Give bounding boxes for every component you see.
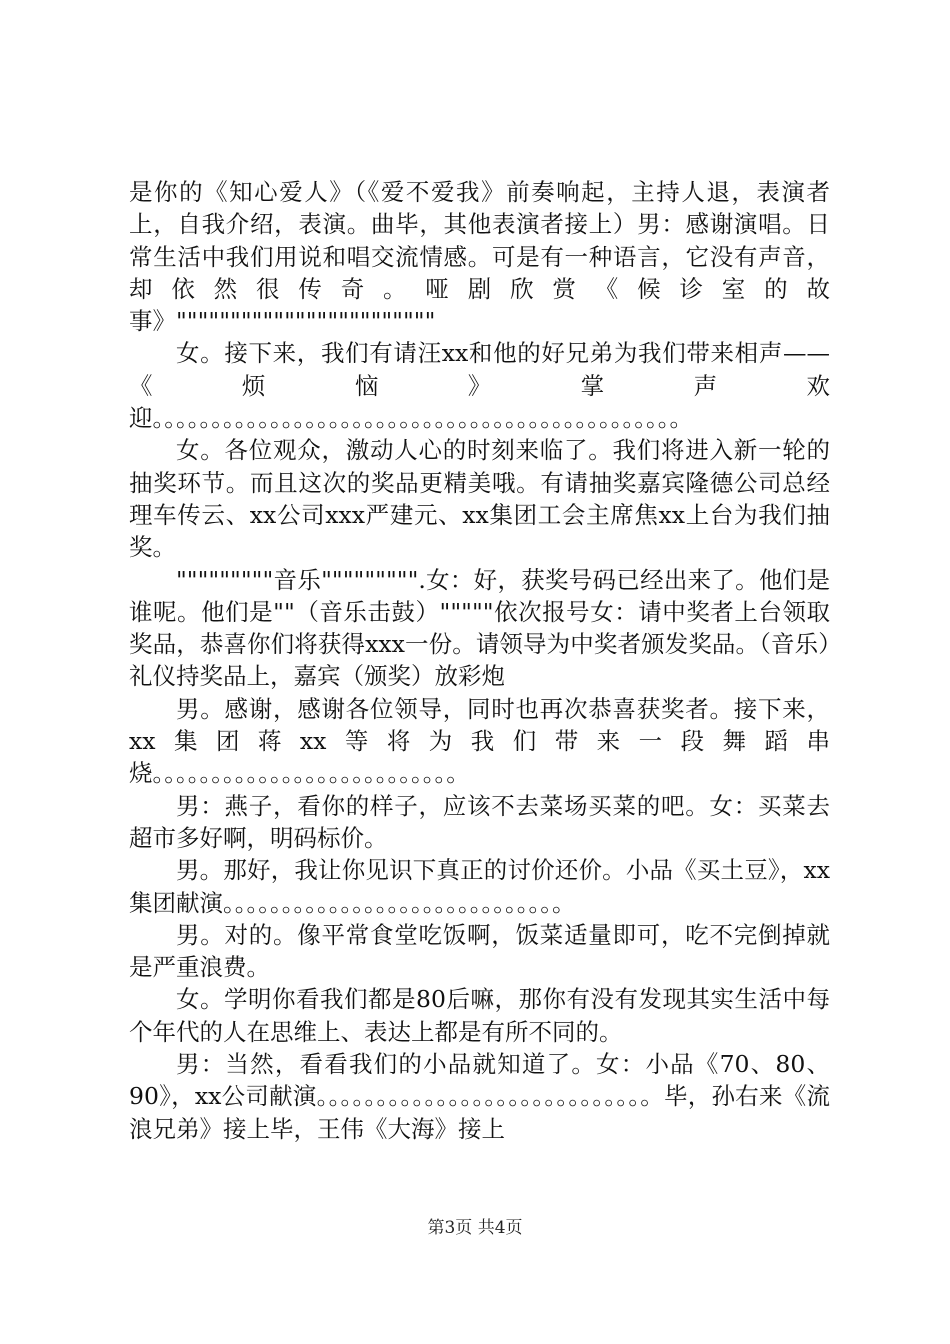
paragraph: 男。那好，我让你见识下真正的讨价还价。小品《买土豆》，xx集团献演。。。。。。。。。。。。。。。。。。。。。。。。。。。。。 xyxy=(129,856,830,917)
paragraph: 男：燕子，看你的样子，应该不去菜场买菜的吧。女：买菜去超市多好啊，明码标价。 xyxy=(129,791,830,852)
paragraph: """""""""音乐""""""""".女：好，获奖号码已经出来了。他们是谁呢。他们是""（音乐击鼓）"""""依次报号女：请中奖者上台领取奖品，恭喜你们将获得xxx一份。请领导为中奖者颁发奖品。（音乐）礼仪持奖品上，嘉宾（颁奖）放彩炮 xyxy=(129,565,830,691)
paragraph: 男：当然，看看我们的小品就知道了。女：小品《70、80、90》，xx公司献演。。。。。。。。。。。。。。。。。。。。。。。。。。。。毕，孙右来《流浪兄弟》接上毕，王伟《大海》接上 xyxy=(129,1050,830,1143)
document-body xyxy=(129,176,830,1145)
paragraph: 女。接下来，我们有请汪xx和他的好兄弟为我们带来相声——《烦恼》掌声欢迎。。。。。。。。。。。。。。。。。。。。。。。。。。。。。。。。。。。。。。。。。。。。。 xyxy=(129,339,830,433)
page-footer: 第3页 共4页 xyxy=(427,1218,523,1238)
paragraph: 是你的《知心爱人》（《爱不爱我》前奏响起，主持人退，表演者上，自我介绍，表演。曲毕，其他表演者接上）男：感谢演唱。日常生活中我们用说和唱交流情感。可是有一种语言，它没有声音，却依然很传奇。哑剧欣赏《候诊室的故事》"""""""""""""""""""""""" xyxy=(129,178,830,336)
paragraph: 女。各位观众，激动人心的时刻来临了。我们将进入新一轮的抽奖环节。而且这次的奖品更精美哦。有请抽奖嘉宾隆德公司总经理车传云、xx公司xxx严建元、xx集团工会主席焦xx上台为我们抽奖。 xyxy=(129,436,830,562)
paragraph: 女。学明你看我们都是80后嘛，那你有没有发现其实生活中每个年代的人在思维上、表达上都是有所不同的。 xyxy=(129,985,830,1046)
paragraph: 男。对的。像平常食堂吃饭啊，饭菜适量即可，吃不完倒掉就是严重浪费。 xyxy=(129,920,830,982)
paragraph: 男。感谢，感谢各位领导，同时也再次恭喜获奖者。接下来，xx集团蒋xx等将为我们带来一段舞蹈串烧。。。。。。。。。。。。。。。。。。。。。。。。。。 xyxy=(129,694,830,788)
